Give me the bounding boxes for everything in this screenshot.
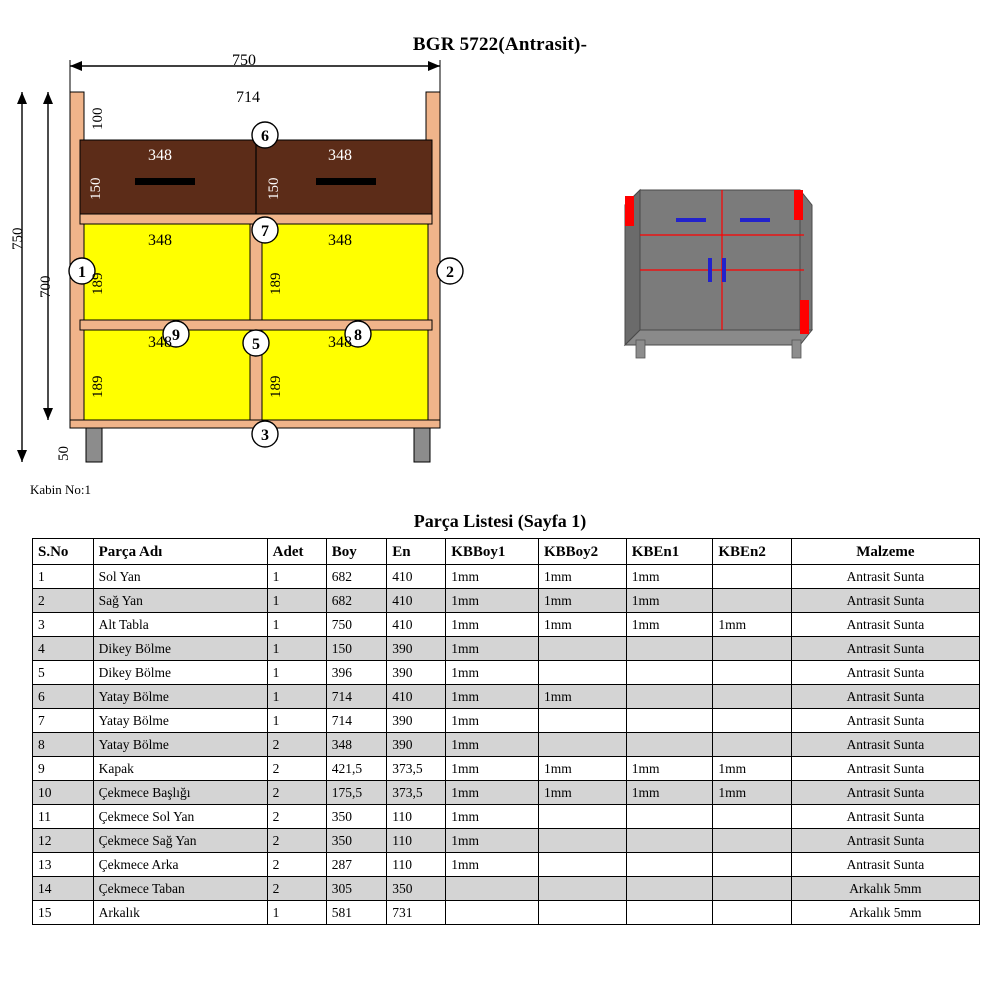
cell-adet: 1	[267, 661, 326, 685]
cell-sno: 4	[33, 637, 94, 661]
cell-kben1	[626, 805, 713, 829]
cell-kben1	[626, 733, 713, 757]
cell-sno: 10	[33, 781, 94, 805]
cell-kben1	[626, 709, 713, 733]
svg-text:3: 3	[261, 427, 269, 444]
table-row	[33, 733, 980, 757]
cell-kben1	[626, 685, 713, 709]
header-sno: S.No	[33, 539, 94, 565]
cell-malzeme: Antrasit Sunta	[791, 805, 979, 829]
cell-sno: 15	[33, 901, 94, 925]
cell-boy: 396	[326, 661, 387, 685]
table-row	[33, 829, 980, 853]
table-row	[33, 589, 980, 613]
svg-text:1: 1	[78, 264, 86, 281]
cell-en: 373,5	[387, 781, 446, 805]
parts-table	[32, 538, 980, 925]
dim-width-inner-label: 714	[236, 89, 260, 106]
cell-kbboy1: 1mm	[446, 733, 539, 757]
cell-kbboy1: 1mm	[446, 805, 539, 829]
cell-name: Yatay Bölme	[93, 709, 267, 733]
cabinet-3d-render	[625, 190, 812, 358]
shelf-row1-left-width-label: 348	[148, 232, 172, 249]
cell-kbboy2	[538, 805, 626, 829]
cell-kbboy2: 1mm	[538, 781, 626, 805]
cell-adet: 1	[267, 709, 326, 733]
cell-name: Sağ Yan	[93, 589, 267, 613]
cell-kbboy1: 1mm	[446, 565, 539, 589]
cell-en: 390	[387, 661, 446, 685]
cell-adet: 2	[267, 829, 326, 853]
cell-adet: 2	[267, 805, 326, 829]
cell-en: 390	[387, 709, 446, 733]
cell-en: 410	[387, 685, 446, 709]
cell-en: 731	[387, 901, 446, 925]
cell-sno: 11	[33, 805, 94, 829]
cell-malzeme: Antrasit Sunta	[791, 829, 979, 853]
cell-en: 410	[387, 565, 446, 589]
cell-name: Çekmece Arka	[93, 853, 267, 877]
cell-boy: 348	[326, 733, 387, 757]
cell-adet: 2	[267, 781, 326, 805]
cell-malzeme: Antrasit Sunta	[791, 709, 979, 733]
cell-kben2: 1mm	[713, 613, 791, 637]
header-kben2: KBEn2	[713, 539, 791, 565]
cell-kbboy2	[538, 709, 626, 733]
cell-kbboy2: 1mm	[538, 757, 626, 781]
cell-height-left-1-label: 189	[90, 272, 106, 295]
table-row	[33, 661, 980, 685]
cell-kben2	[713, 805, 791, 829]
cell-en: 410	[387, 589, 446, 613]
cell-kbboy2	[538, 877, 626, 901]
cell-name: Kapak	[93, 757, 267, 781]
cell-name: Çekmece Sağ Yan	[93, 829, 267, 853]
cell-kbboy2: 1mm	[538, 685, 626, 709]
cell-boy: 350	[326, 829, 387, 853]
cell-en: 110	[387, 829, 446, 853]
cell-kben2	[713, 709, 791, 733]
header-en: En	[387, 539, 446, 565]
cell-en: 350	[387, 877, 446, 901]
cell-name: Sol Yan	[93, 565, 267, 589]
svg-text:9: 9	[172, 327, 180, 344]
cell-kben1	[626, 853, 713, 877]
table-row	[33, 613, 980, 637]
cell-kben2	[713, 877, 791, 901]
cell-adet: 2	[267, 853, 326, 877]
cell-kben1: 1mm	[626, 589, 713, 613]
cell-adet: 1	[267, 685, 326, 709]
cell-adet: 1	[267, 637, 326, 661]
cell-height-right-1-label: 189	[268, 272, 284, 295]
cell-sno: 9	[33, 757, 94, 781]
svg-text:2: 2	[446, 264, 454, 281]
table-row	[33, 565, 980, 589]
cell-en: 110	[387, 853, 446, 877]
cabin-number-label: Kabin No:1	[30, 482, 92, 497]
cell-kbboy1: 1mm	[446, 853, 539, 877]
cell-kbboy1: 1mm	[446, 781, 539, 805]
cell-kben1: 1mm	[626, 613, 713, 637]
cell-malzeme: Antrasit Sunta	[791, 613, 979, 637]
header-kbboy2: KBBoy2	[538, 539, 626, 565]
cell-kbboy1: 1mm	[446, 757, 539, 781]
table-header-row	[33, 539, 980, 565]
cell-kben1: 1mm	[626, 781, 713, 805]
cell-kben1	[626, 661, 713, 685]
cell-kbboy1	[446, 877, 539, 901]
cell-boy: 350	[326, 805, 387, 829]
cell-kben2: 1mm	[713, 757, 791, 781]
drawer-left-height-label: 150	[88, 177, 104, 200]
dim-width-outer-label: 750	[232, 52, 256, 69]
page-title: BGR 5722(Antrasit)-	[412, 34, 588, 55]
table-row	[33, 877, 980, 901]
cell-kben2: 1mm	[713, 781, 791, 805]
cell-kbboy2	[538, 733, 626, 757]
cell-en: 110	[387, 805, 446, 829]
cell-name: Çekmece Sol Yan	[93, 805, 267, 829]
dim-height-outer-arrow	[17, 92, 27, 462]
table-row	[33, 781, 980, 805]
cell-en: 410	[387, 613, 446, 637]
cell-adet: 1	[267, 613, 326, 637]
shelf-row2-right-width-label: 348	[328, 334, 352, 351]
cell-kbboy1: 1mm	[446, 589, 539, 613]
header-name: Parça Adı	[93, 539, 267, 565]
cell-malzeme: Antrasit Sunta	[791, 661, 979, 685]
cell-kbboy1: 1mm	[446, 685, 539, 709]
cell-name: Çekmece Başlığı	[93, 781, 267, 805]
cell-height-right-2-label: 189	[268, 375, 284, 398]
cell-kbboy1: 1mm	[446, 709, 539, 733]
cell-adet: 2	[267, 757, 326, 781]
cell-en: 373,5	[387, 757, 446, 781]
cell-name: Arkalık	[93, 901, 267, 925]
drawer-right-width-label: 348	[328, 147, 352, 164]
front-view-group	[17, 60, 463, 462]
header-boy: Boy	[326, 539, 387, 565]
svg-text:6: 6	[261, 128, 269, 145]
cell-boy: 287	[326, 853, 387, 877]
header-kbboy1: KBBoy1	[446, 539, 539, 565]
cell-name: Çekmece Taban	[93, 877, 267, 901]
cell-en: 390	[387, 733, 446, 757]
cell-boy: 150	[326, 637, 387, 661]
cell-sno: 8	[33, 733, 94, 757]
table-row	[33, 901, 980, 925]
cell-malzeme: Antrasit Sunta	[791, 589, 979, 613]
cell-kbboy2: 1mm	[538, 589, 626, 613]
cell-kben2	[713, 685, 791, 709]
cell-kben1: 1mm	[626, 757, 713, 781]
cell-malzeme: Antrasit Sunta	[791, 565, 979, 589]
dim-height-outer-label: 750	[10, 227, 26, 250]
cell-kben2	[713, 901, 791, 925]
cell-boy: 714	[326, 685, 387, 709]
shelf-row2-left-width-label: 348	[148, 334, 172, 351]
cell-boy: 682	[326, 565, 387, 589]
cell-sno: 2	[33, 589, 94, 613]
cell-adet: 1	[267, 589, 326, 613]
cell-kben2	[713, 661, 791, 685]
table-row	[33, 637, 980, 661]
cell-adet: 2	[267, 877, 326, 901]
cell-malzeme: Antrasit Sunta	[791, 757, 979, 781]
cell-sno: 3	[33, 613, 94, 637]
cell-kben1	[626, 901, 713, 925]
cell-kbboy1: 1mm	[446, 829, 539, 853]
header-kben1: KBEn1	[626, 539, 713, 565]
header-adet: Adet	[267, 539, 326, 565]
cell-name: Yatay Bölme	[93, 733, 267, 757]
cell-sno: 13	[33, 853, 94, 877]
cell-kben2	[713, 565, 791, 589]
cell-sno: 6	[33, 685, 94, 709]
shelf-row1-right-width-label: 348	[328, 232, 352, 249]
cell-kbboy2	[538, 853, 626, 877]
svg-text:8: 8	[354, 327, 362, 344]
table-row	[33, 709, 980, 733]
cell-name: Yatay Bölme	[93, 685, 267, 709]
cell-kbboy2: 1mm	[538, 613, 626, 637]
table-row	[33, 805, 980, 829]
cell-malzeme: Antrasit Sunta	[791, 853, 979, 877]
cell-kbboy2	[538, 901, 626, 925]
cell-malzeme: Arkalık 5mm	[791, 877, 979, 901]
cell-boy: 750	[326, 613, 387, 637]
cell-adet: 1	[267, 901, 326, 925]
drawer-right-height-label: 150	[266, 177, 282, 200]
cell-adet: 1	[267, 565, 326, 589]
cell-boy: 714	[326, 709, 387, 733]
header-malzeme: Malzeme	[791, 539, 979, 565]
cell-malzeme: Antrasit Sunta	[791, 781, 979, 805]
cell-malzeme: Antrasit Sunta	[791, 685, 979, 709]
cell-kben1: 1mm	[626, 565, 713, 589]
cell-name: Dikey Bölme	[93, 661, 267, 685]
svg-text:5: 5	[252, 336, 260, 353]
cell-kben2	[713, 637, 791, 661]
cell-sno: 12	[33, 829, 94, 853]
cell-sno: 14	[33, 877, 94, 901]
drawer-left-width-label: 348	[148, 147, 172, 164]
cell-boy: 421,5	[326, 757, 387, 781]
table-row	[33, 853, 980, 877]
cell-kbboy1: 1mm	[446, 661, 539, 685]
cell-boy: 682	[326, 589, 387, 613]
table-body	[33, 565, 980, 925]
cell-name: Alt Tabla	[93, 613, 267, 637]
dim-bottom-label: 50	[56, 446, 72, 461]
cell-kben2	[713, 589, 791, 613]
table-row	[33, 757, 980, 781]
cell-height-left-2-label: 189	[90, 375, 106, 398]
cell-en: 390	[387, 637, 446, 661]
cell-sno: 1	[33, 565, 94, 589]
dim-height-inner-arrow	[43, 92, 53, 420]
cell-malzeme: Antrasit Sunta	[791, 733, 979, 757]
cell-boy: 305	[326, 877, 387, 901]
cell-kbboy1: 1mm	[446, 613, 539, 637]
dim-height-inner-label: 700	[38, 275, 54, 298]
cell-kbboy2: 1mm	[538, 565, 626, 589]
cell-sno: 7	[33, 709, 94, 733]
cell-kben1	[626, 877, 713, 901]
cell-kbboy2	[538, 637, 626, 661]
cell-kbboy2	[538, 661, 626, 685]
dim-top-label: 100	[90, 107, 106, 130]
cell-sno: 5	[33, 661, 94, 685]
cell-kbboy1: 1mm	[446, 637, 539, 661]
table-row	[33, 685, 980, 709]
cell-kbboy2	[538, 829, 626, 853]
cell-kben2	[713, 853, 791, 877]
cell-kbboy1	[446, 901, 539, 925]
cell-kben2	[713, 829, 791, 853]
cell-malzeme: Arkalık 5mm	[791, 901, 979, 925]
svg-text:7: 7	[261, 223, 269, 240]
cell-name: Dikey Bölme	[93, 637, 267, 661]
cell-boy: 581	[326, 901, 387, 925]
cell-kben1	[626, 637, 713, 661]
cell-boy: 175,5	[326, 781, 387, 805]
cell-kben2	[713, 733, 791, 757]
cell-adet: 2	[267, 733, 326, 757]
cell-kben1	[626, 829, 713, 853]
parts-list-title: Parça Listesi (Sayfa 1)	[413, 511, 587, 531]
cell-malzeme: Antrasit Sunta	[791, 637, 979, 661]
